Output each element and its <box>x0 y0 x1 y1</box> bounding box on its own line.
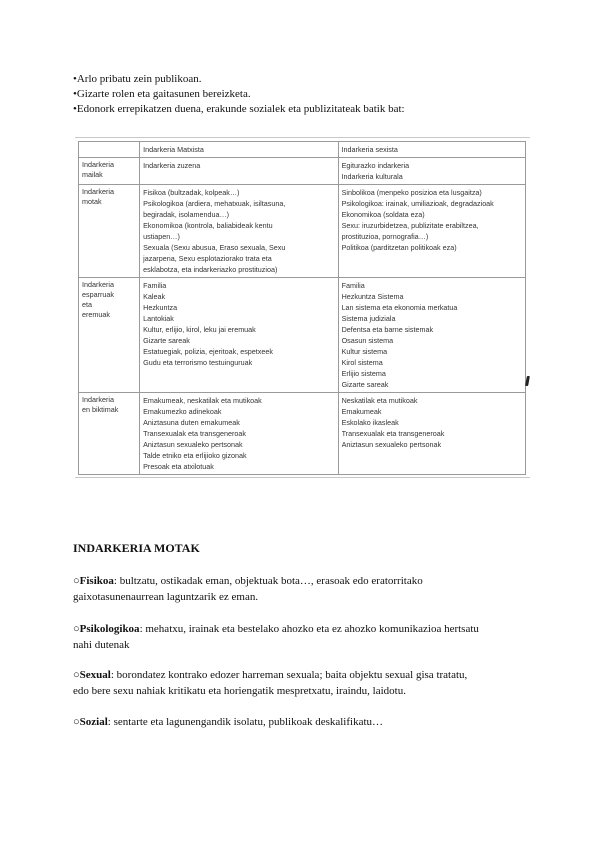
table-cell: Familia Kaleak Hezkuntza Lantokiak Kultur, erlijio, kirol, leku jai eremuak Gizarte sareak Estatuegiak, polizia, ejeritoak, espetxeek Gudu eta terrorismo testuinguruak <box>140 278 338 393</box>
table-header-cell <box>79 142 140 158</box>
type-term: Sozial <box>79 716 108 728</box>
bullet-line: •Gizarte rolen eta gaitasunen bereizketa. <box>73 88 251 100</box>
violence-table-wrapper <box>75 137 530 478</box>
circle-bullet-icon: ○ <box>73 575 80 587</box>
circle-bullet-icon: ○ <box>73 716 80 728</box>
type-text: : bultzatu, ostikadak eman, objektuak bota…, erasoak edo eratorritako <box>113 575 423 587</box>
divider <box>75 477 530 478</box>
table-cell: Indarkeria zuzena <box>140 158 338 185</box>
table-header-row <box>79 142 526 158</box>
table-cell: Fisikoa (bultzadak, kolpeak…) Psikologikoa (ardiera, mehatxuak, isiltasuna, begiradak, isolamendua…) Ekonomikoa (kontrola, baliabideak kentu ustiapen…) Sexuala (Sexu abusua, Eraso sexuala, Sexu jazarpena, Sexu esplotaziorako trata eta esklabotza, eta indarkeriazko prostituzioa) <box>140 185 338 278</box>
table-cell: Familia Hezkuntza Sistema Lan sistema eta ekonomia merkatua Sistema judiziala Defentsa eta barne sistemak Osasun sistema Kultur sistema Kirol sistema Erlijio sistema Gizarte sareak <box>338 278 525 393</box>
type-paragraph-fisikoa <box>73 573 533 605</box>
type-term: Fisikoa <box>79 575 114 587</box>
table-cell: Emakumeak, neskatilak eta mutikoak Emakumezko adinekoak Aniztasuna duten emakumeak Transexualak eta transgeneroak Aniztasun sexualeko pertsonak Talde etniko eta erlijioko gizonak Presoak eta atxilotuak <box>140 393 338 475</box>
row-label: Indarkeria motak <box>79 185 140 278</box>
type-text: nahi dutenak <box>73 639 130 651</box>
type-text: gaixotasunenaurrean laguntzarik ez eman. <box>73 591 259 603</box>
bullet-line: •Edonork errepikatzen duena, erakunde sozialek eta publizitateak batik bat: <box>73 103 405 115</box>
violence-table <box>78 141 526 475</box>
section-heading: INDARKERIA MOTAK <box>73 541 200 555</box>
type-paragraph-sexual <box>73 667 533 699</box>
type-text: edo bere sexu nahiak kritikatu eta horiengatik mespretxatu, iraindu, laidotu. <box>73 685 406 697</box>
type-paragraph-sozial <box>73 714 533 730</box>
type-text: : mehatxu, irainak eta bestelako ahozko eta ez ahozko komunikazioa hertsatu <box>139 623 479 635</box>
table-row <box>79 158 526 185</box>
row-label: Indarkeria mailak <box>79 158 140 185</box>
circle-bullet-icon: ○ <box>73 623 80 635</box>
type-term: Psikologikoa <box>79 623 140 635</box>
table-row <box>79 278 526 393</box>
table-header-cell: Indarkeria sexista <box>338 142 525 158</box>
table-header-cell: Indarkeria Matxista <box>140 142 338 158</box>
row-label: Indarkeria esparruak eta eremuak <box>79 278 140 393</box>
circle-bullet-icon: ○ <box>73 669 80 681</box>
type-text: : borondatez kontrako edozer harreman sexuala; baita objektu sexual gisa tratatu, <box>110 669 468 681</box>
table-cell: Sinbolikoa (menpeko posizioa eta lusgaitza) Psikologikoa: irainak, umiliazioak, degradazioak Ekonomikoa (soldata eza) Sexu: iruzurbidetzea, publizitate erabiltzea, prostituzioa, pornografia…) Politikoa (parditzetan politikoak eza) <box>338 185 525 278</box>
table-row <box>79 393 526 475</box>
table-cell: Egiturazko indarkeria Indarkeria kulturala <box>338 158 525 185</box>
row-label: Indarkeria en biktimak <box>79 393 140 475</box>
type-text: : sentarte eta lagunengandik isolatu, publikoak deskalifikatu… <box>107 716 384 728</box>
type-paragraph-psikologikoa <box>73 621 533 653</box>
table-row <box>79 185 526 278</box>
type-term: Sexual <box>79 669 111 681</box>
intro-bullets <box>73 72 405 117</box>
divider <box>75 137 530 138</box>
bullet-line: •Arlo pribatu zein publikoan. <box>73 73 202 85</box>
table-cell: Neskatilak eta mutikoak Emakumeak Eskolako ikasleak Transexualak eta transgeneroak Aniztasun sexualeko pertsonak <box>338 393 525 475</box>
